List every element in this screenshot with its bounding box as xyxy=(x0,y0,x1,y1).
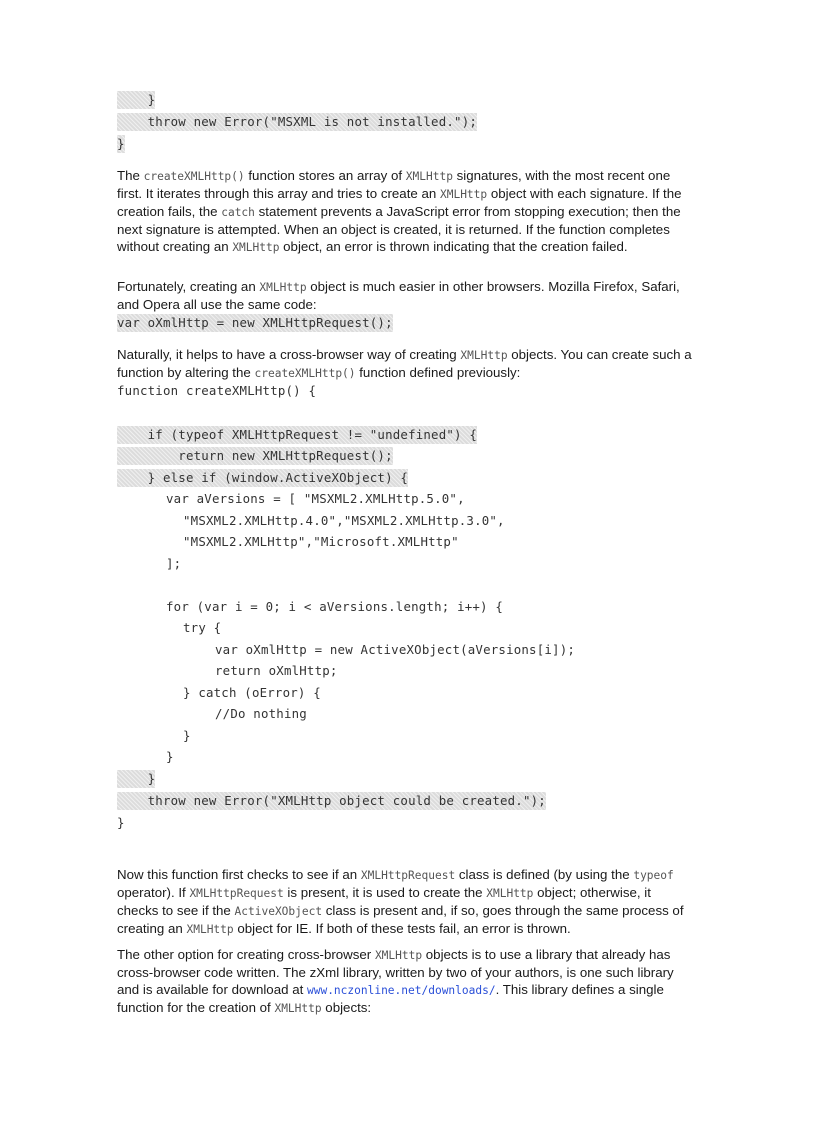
code-line: } xyxy=(183,728,191,743)
paragraph-function-explanation: Now this function first checks to see if an XMLHttpRequest class is defined (by using the typeof operator). If XMLHttpRequest is present, it is used to create the XMLHttp object; otherwise, it checks to see if the ActiveXObject class is present and, if so, goes through the same process of creating an XMLHttp object for IE. If both of these tests fail, an error is thrown. xyxy=(117,867,684,936)
code-line: function createXMLHttp() { xyxy=(117,383,317,398)
code-line: try { xyxy=(183,620,222,635)
code-line: "MSXML2.XMLHttp.4.0","MSXML2.XMLHttp.3.0", xyxy=(183,513,505,528)
paragraph-zxml-library: The other option for creating cross-browser XMLHttp objects is to use a library that already has cross-browser code written. The zXml library, written by two of your authors, is one such library and is available for download at www.nczonline.net/downloads/. This library defines a single function for the creation of XMLHttp objects: xyxy=(117,947,674,1015)
code-line: } catch (oError) { xyxy=(183,685,321,700)
code-line: ]; xyxy=(166,556,182,571)
code-line: } xyxy=(117,771,156,786)
code-line: var aVersions = [ "MSXML2.XMLHttp.5.0", xyxy=(166,491,465,506)
code-line: "MSXML2.XMLHttp","Microsoft.XMLHttp" xyxy=(183,534,459,549)
code-line-throw-msxml: throw new Error("MSXML is not installed."); xyxy=(117,114,478,129)
code-line: return oXmlHttp; xyxy=(215,663,338,678)
paragraph-createxmlhttp-description: The createXMLHttp() function stores an array of XMLHttp signatures, with the most recent one first. It iterates through this array and tries to create an XMLHttp object with each signature. If the creation fails, the catch statement prevents a JavaScript error from stopping execution; then the next signature is attempted. When an object is created, it is returned. If the function completes without creating an XMLHttp object, an error is thrown indicating that the creation failed. xyxy=(117,168,682,254)
code-line: //Do nothing xyxy=(215,706,307,721)
paragraph-cross-browser: Naturally, it helps to have a cross-browser way of creating XMLHttp objects. You can create such a function by altering the createXMLHttp() function defined previously: xyxy=(117,347,692,380)
code-line: var oXmlHttp = new ActiveXObject(aVersions[i]); xyxy=(215,642,576,657)
code-line-closing-brace: } xyxy=(117,92,156,107)
code-line: for (var i = 0; i < aVersions.length; i++) { xyxy=(166,599,504,614)
code-line: } else if (window.ActiveXObject) { xyxy=(117,470,409,485)
code-line: return new XMLHttpRequest(); xyxy=(117,448,393,463)
code-line: } xyxy=(166,749,174,764)
code-line: throw new Error("XMLHttp object could be created."); xyxy=(117,793,546,808)
code-line: } xyxy=(117,815,125,830)
code-line: if (typeof XMLHttpRequest != "undefined") { xyxy=(117,427,478,442)
paragraph-other-browsers: Fortunately, creating an XMLHttp object is much easier in other browsers. Mozilla Firefox, Safari, and Opera all use the same code: xyxy=(117,279,680,312)
code-line-mozilla: var oXmlHttp = new XMLHttpRequest(); xyxy=(117,315,393,330)
download-link[interactable]: www.nczonline.net/downloads/ xyxy=(306,984,496,997)
code-line-function-end: } xyxy=(117,136,125,151)
